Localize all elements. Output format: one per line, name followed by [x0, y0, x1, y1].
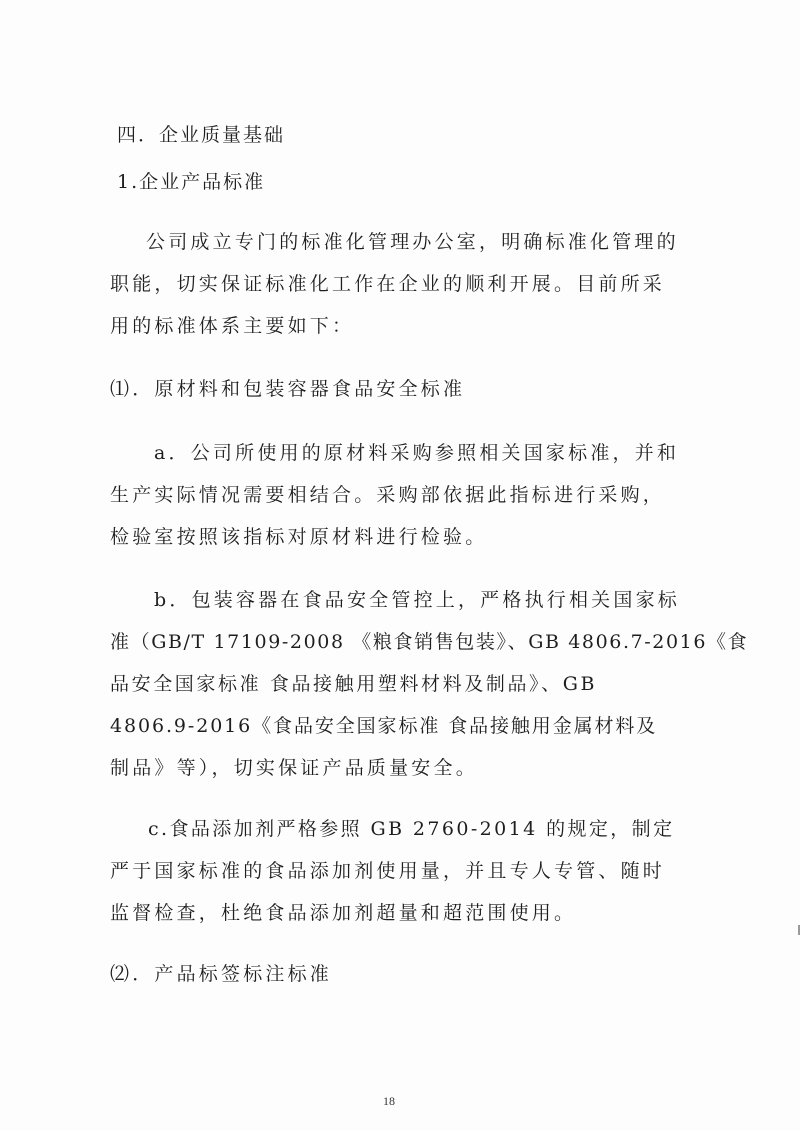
section-subheading: 1.企业产品标准 [117, 171, 266, 193]
item1-c-line-3: 监督检查，杜绝食品添加剂超量和超范围使用。 [110, 902, 577, 924]
item1-b-line-1: b．包装容器在食品安全管控上，严格执行相关国家标 [154, 589, 680, 611]
item1-title: ⑴．原材料和包装容器食品安全标准 [110, 378, 466, 400]
page-number: 18 [383, 1094, 395, 1108]
item1-c-line-2: 严于国家标准的食品添加剂使用量，并且专人专管、随时 [110, 860, 666, 882]
item1-a-line-2: 生产实际情况需要相结合。采购部依据此指标进行采购， [110, 484, 666, 506]
item1-c-line-1: c.食品添加剂严格参照 GB 2760-2014 的规定，制定 [148, 818, 675, 840]
item1-a-line-3: 检验室按照该指标对原材料进行检验。 [110, 526, 488, 548]
item2-title: ⑵．产品标签标注标准 [110, 963, 333, 985]
item1-b-line-2: 准（GB/T 17109-2008 《粮食销售包装》、GB 4806.7-2016《食 [110, 631, 749, 653]
intro-line-2: 职能，切实保证标准化工作在企业的顺利开展。目前所采 [110, 273, 666, 295]
item1-b-line-4: 4806.9-2016《食品安全国家标准 食品接触用金属材料及 [110, 715, 658, 737]
item1-b-line-3: 品安全国家标准 食品接触用塑料材料及制品》、GB [110, 673, 598, 695]
item1-b-line-5: 制品》等），切实保证产品质量安全。 [110, 757, 478, 779]
item1-a-line-1: a．公司所使用的原材料采购参照相关国家标准，并和 [154, 442, 680, 464]
intro-line-3: 用的标准体系主要如下： [110, 315, 355, 337]
section-heading: 四．企业质量基础 [117, 124, 286, 146]
intro-line-1: 公司成立专门的标准化管理办公室，明确标准化管理的 [146, 231, 679, 253]
